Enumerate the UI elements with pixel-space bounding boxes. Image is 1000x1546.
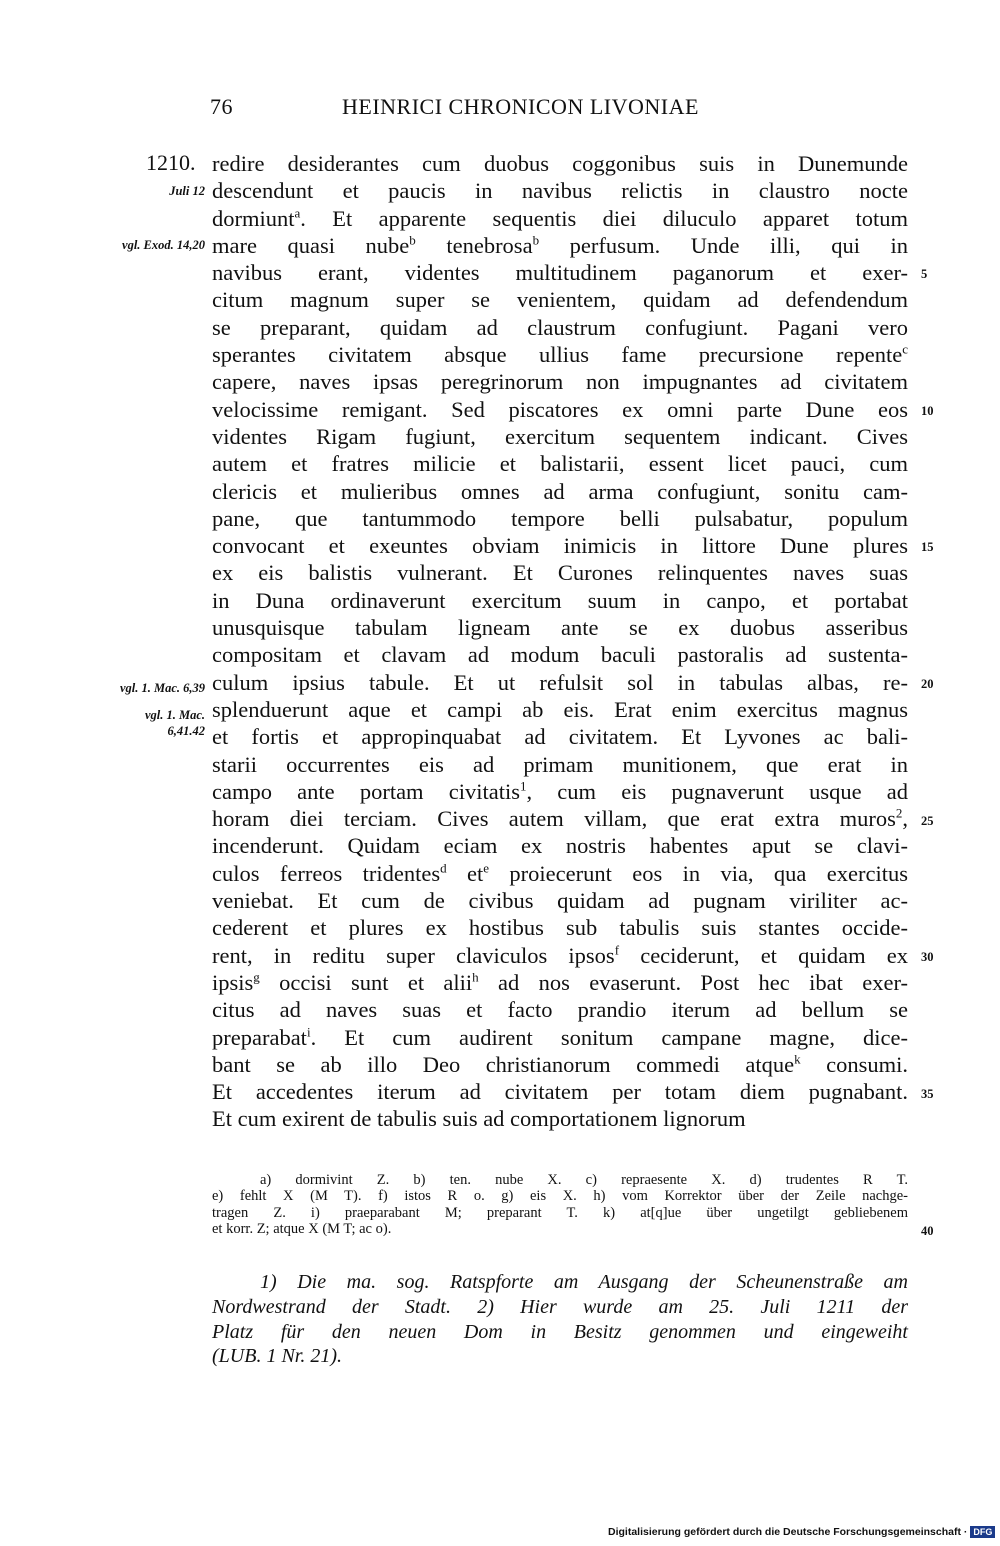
note-marker: f (614, 942, 620, 958)
line-number: 35 (921, 1087, 934, 1101)
note-marker: i (306, 1024, 311, 1039)
text-line (212, 450, 908, 477)
text-line (212, 396, 908, 423)
text-segment: velocissime remigant. Sed piscatores ex omni parte Dune eos (212, 396, 908, 422)
apparatus-line: a) dormivint Z. b) ten. nube X. c) repraesente X. d) trudentes R T. (260, 1172, 908, 1188)
line-number: 20 (921, 677, 934, 691)
text-segment: Et accedentes iterum ad civitatem per totam diem pugnabant. (212, 1079, 908, 1105)
note-marker: a (294, 205, 301, 221)
text-segment: in Duna ordinaverunt exercitum suum in canpo, et portabat (212, 587, 908, 613)
text-segment: mare quasi nube (212, 232, 410, 258)
text-segment: cederent et plures ex hostibus sub tabulis suis stantes occide- (212, 915, 908, 941)
text-line (212, 969, 908, 996)
critical-apparatus (212, 1172, 908, 1237)
text-segment: capere, naves ipsas peregrinorum non impugnantes ad civitatem (212, 369, 908, 395)
digitization-credit (608, 1526, 995, 1538)
text-segment: descendunt et paucis in navibus relictis in claustro nocte (212, 178, 908, 204)
text-segment: ipsis (212, 969, 254, 995)
historical-footnotes (212, 1270, 908, 1369)
text-line (212, 914, 908, 941)
text-line (212, 559, 908, 586)
text-segment: culos ferreos tridentes (212, 860, 441, 886)
note-marker: 1 (519, 778, 527, 794)
text-line (212, 259, 908, 286)
line-number: 10 (921, 404, 934, 418)
text-line (212, 286, 908, 313)
text-segment: redire desiderantes cum duobus coggonibus suis in Dunemunde (212, 151, 908, 176)
text-segment: perfusum. Unde illi, qui in (539, 232, 908, 258)
text-line (212, 1024, 908, 1051)
margin-note-reference: vgl. 1. Mac. (144, 708, 205, 722)
line-number: 30 (921, 950, 934, 964)
margin-note-reference: vgl. 1. Mac. 6,39 (119, 681, 205, 695)
text-segment: convocant et exeuntes obviam inimicis in littore Dune plures (212, 533, 908, 559)
note-marker: b (409, 232, 416, 248)
text-segment: citus ad naves suas et facto prandio iterum ad bellum se (212, 997, 908, 1023)
line-number: 5 (921, 267, 928, 281)
line-number: 15 (921, 540, 934, 554)
note-marker: g (253, 969, 260, 985)
note-marker: d (440, 860, 447, 876)
text-segment: culum ipsius tabule. Et ut refulsit sol in tabulas albas, re- (212, 669, 908, 695)
line-number: 40 (921, 1224, 934, 1238)
text-segment: starii occurrentes eis ad primam munitionem, que erat in (212, 751, 908, 777)
text-line (212, 1078, 908, 1105)
text-line (212, 860, 908, 887)
apparatus-line: e) fehlt X (M T). f) istos R o. g) eis X. h) vom Korrektor über der Zeile nachge- (212, 1188, 908, 1205)
text-segment: rent, in reditu super claviculos ipsos (212, 942, 615, 968)
text-line (212, 478, 908, 505)
margin-note-reference: vgl. Exod. 14,20 (122, 238, 205, 252)
running-title: HEINRICI CHRONICON LIVONIAE (342, 94, 699, 119)
footnote-line: Nordwestrand der Stadt. 2) Hier wurde am 25. Juli 1211 der (212, 1295, 908, 1318)
text-line (212, 150, 908, 177)
text-segment: horam diei terciam. Cives autem villam, que erat extra muros (212, 806, 896, 832)
text-line (212, 177, 908, 204)
text-segment: . Et cum audirent sonitum campane magne, dice- (310, 1024, 908, 1050)
note-marker: 2 (895, 805, 903, 821)
text-segment: pane, que tantummodo tempore belli pulsabatur, populum (212, 505, 908, 531)
text-segment: compositam et clavam ad modum baculi pastoralis ad sustenta- (212, 642, 908, 668)
text-line (212, 832, 908, 859)
text-segment: preparabat (212, 1024, 307, 1050)
text-line (212, 641, 908, 668)
text-segment: consumi. (800, 1051, 908, 1077)
text-segment: et (446, 860, 484, 886)
text-line (212, 505, 908, 532)
text-line (212, 532, 908, 559)
text-segment: ceciderunt, et quidam ex (619, 942, 909, 968)
text-line (212, 778, 908, 805)
text-segment: ex eis balistis vulnerant. Et Curones relinquentes naves suas (212, 560, 908, 586)
text-line (212, 614, 908, 641)
text-line (212, 587, 908, 614)
text-segment: . Et apparente sequentis diei diluculo apparet totum (300, 205, 908, 231)
line-number: 25 (921, 814, 934, 828)
text-line (212, 368, 908, 395)
text-segment: se preparant, quidam ad claustrum confugiunt. Pagani vero (212, 314, 908, 340)
text-segment: , cum eis pugnaverunt usque ad (526, 778, 908, 804)
text-line (212, 232, 908, 259)
text-segment: Et cum exirent de tabulis suis ad comportationem lignorum (212, 1106, 746, 1132)
text-line (212, 751, 908, 778)
marginal-year: 1210. (146, 150, 196, 175)
text-line (212, 205, 908, 232)
text-line (212, 942, 908, 969)
text-line (212, 996, 908, 1023)
text-segment: ad nos evaserunt. Post hec ibat exer- (478, 969, 908, 995)
margin-note-reference: 6,41.42 (167, 724, 205, 738)
text-line (212, 696, 908, 723)
note-marker: k (794, 1051, 801, 1067)
text-segment: clericis et mulieribus omnes ad arma confugiunt, sonitu cam- (212, 478, 908, 504)
dfg-logo: DFG (970, 1526, 995, 1538)
text-segment: bant se ab illo Deo christianorum commedi atque (212, 1051, 795, 1077)
text-line (212, 723, 908, 750)
text-segment: autem et fratres milicie et balistarii, essent licet pauci, cum (212, 451, 908, 477)
text-line (212, 1105, 908, 1132)
footnote-line: 1) Die ma. sog. Ratspforte am Ausgang der Scheunenstraße am (260, 1271, 908, 1293)
text-segment: veniebat. Et cum de civibus quidam ad pugnam viriliter ac- (212, 888, 908, 914)
text-segment: splenduerunt aque et campi ab eis. Erat enim exercitus magnus (212, 696, 908, 722)
text-line (212, 314, 908, 341)
text-segment: et fortis et appropinquabat ad civitatem. Et Lyvones ac bali- (212, 724, 908, 750)
credit-text: Digitalisierung gefördert durch die Deutsche Forschungsgemeinschaft · (608, 1526, 968, 1538)
text-segment: , (902, 806, 908, 832)
margin-note-date: Juli 12 (169, 184, 205, 198)
text-segment: occisi sunt et alii (259, 969, 473, 995)
text-line (212, 1051, 908, 1078)
text-line (212, 341, 908, 368)
note-marker: c (902, 341, 908, 357)
text-segment: incenderunt. Quidam eciam ex nostris habentes aput se clavi- (212, 833, 908, 859)
text-segment: videntes Rigam fugiunt, exercitum sequentem indicant. Cives (212, 423, 908, 449)
note-marker: b (532, 232, 540, 248)
text-line (212, 887, 908, 914)
text-segment: campo ante portam civitatis (212, 778, 520, 804)
text-segment: dormiunt (212, 205, 295, 231)
note-marker: h (472, 969, 479, 985)
text-segment: citum magnum super se venientem, quidam ad defendendum (212, 287, 908, 313)
text-segment: unusquisque tabulam ligneam ante se ex duobus asseribus (212, 615, 908, 641)
text-segment: proiecerunt eos in via, qua exercitus (489, 860, 908, 886)
text-line (212, 423, 908, 450)
text-line (212, 669, 908, 696)
footnote-line: (LUB. 1 Nr. 21). (212, 1345, 343, 1368)
note-marker: e (483, 860, 490, 876)
apparatus-line: tragen Z. i) praeparabant M; preparant T. k) at[q]ue über ungetilgt gebliebenem (212, 1204, 908, 1221)
main-text (212, 150, 908, 1133)
text-segment: sperantes civitatem absque ullius fame precursione repente (212, 342, 903, 368)
text-line (212, 805, 908, 832)
text-segment: navibus erant, videntes multitudinem paganorum et exer- (212, 260, 908, 286)
footnote-line: Platz für den neuen Dom in Besitz genommen und eingeweiht (212, 1320, 908, 1343)
apparatus-line: et korr. Z; atque X (M T; ac o). (212, 1220, 392, 1237)
text-segment: tenebrosa (415, 232, 533, 258)
page-number: 76 (210, 94, 233, 119)
